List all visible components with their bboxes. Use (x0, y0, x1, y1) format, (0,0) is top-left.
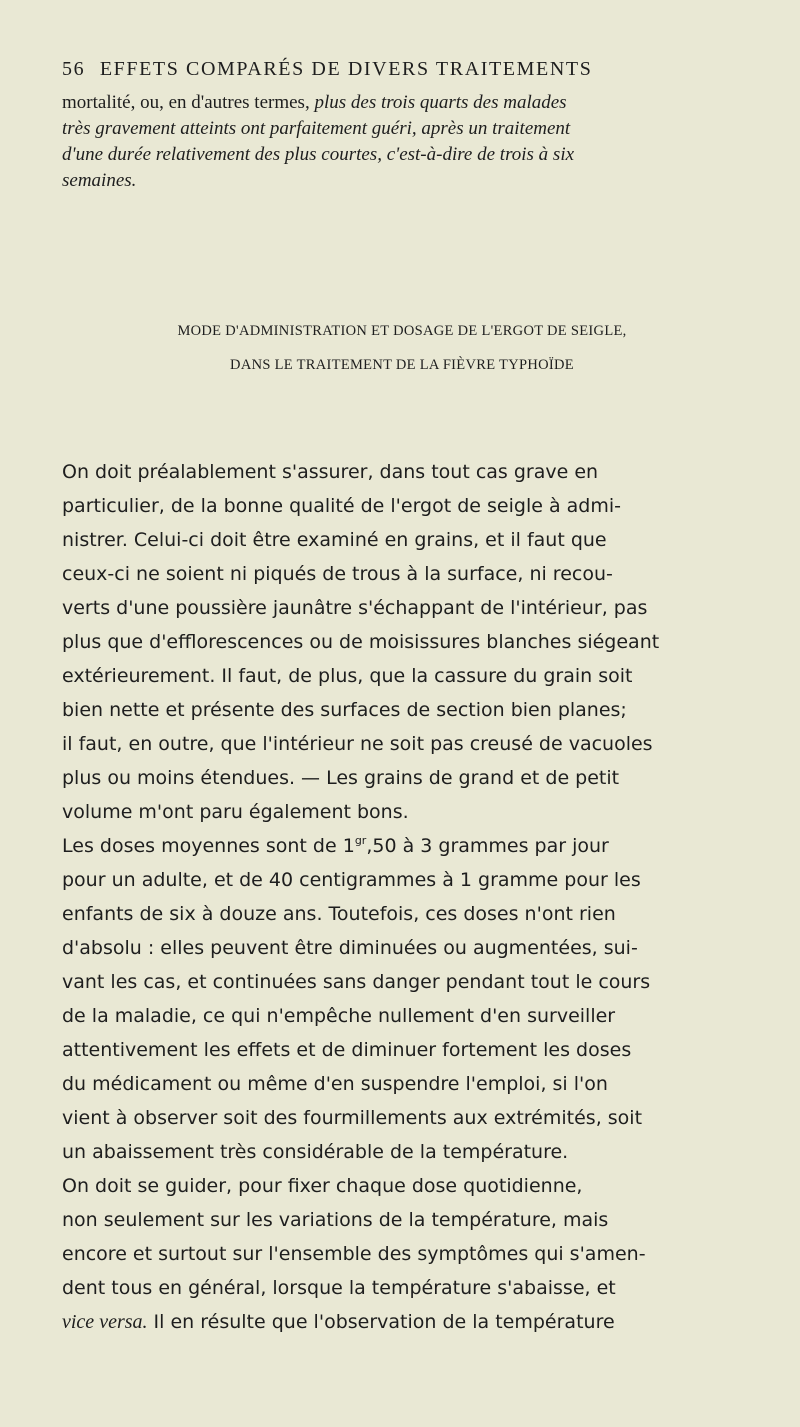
body-line: attentivement les effets et de diminuer fortement les doses (62, 1039, 632, 1061)
body-line: non seulement sur les variations de la température, mais (62, 1209, 609, 1231)
body-line: nistrer. Celui-ci doit être examiné en grains, et il faut que (62, 529, 607, 551)
body-line: bien nette et présente des surfaces de section bien planes; (62, 699, 627, 721)
body-line: d'absolu : elles peuvent être diminuées ou augmentées, sui- (62, 937, 638, 959)
intro-paragraph (62, 90, 742, 194)
running-title: EFFETS COMPARÉS DE DIVERS TRAITEMENTS (99, 58, 593, 80)
intro-line: semaines. (62, 170, 137, 191)
body-line: On doit se guider, pour fixer chaque dose quotidienne, (62, 1175, 583, 1197)
body-line: pour un adulte, et de 40 centigrammes à 1 gramme pour les (62, 869, 641, 891)
body-line: dent tous en général, lorsque la température s'abaisse, et (62, 1277, 616, 1299)
body-line: du médicament ou même d'en suspendre l'emploi, si l'on (62, 1073, 608, 1095)
intro-line: mortalité, ou, en d'autres termes, plus des trois quarts des malades (62, 92, 567, 113)
body-line: On doit préalablement s'assurer, dans tout cas grave en (62, 461, 599, 483)
body-line: plus que d'efflorescences ou de moisissures blanches siégeant (62, 631, 660, 653)
body-line: particulier, de la bonne qualité de l'ergot de seigle à admi- (62, 495, 621, 517)
body-line: enfants de six à douze ans. Toutefois, ces doses n'ont rien (62, 903, 616, 925)
section-title-line: MODE D'ADMINISTRATION ET DOSAGE DE L'ERGOT DE SEIGLE, (177, 323, 627, 339)
dose-line: Les doses moyennes sont de $1^{gr},50$ à 3 grammes par jour (62, 834, 609, 857)
body-line: il faut, en outre, que l'intérieur ne soit pas creusé de vacuoles (62, 733, 653, 755)
section-title (62, 314, 742, 382)
body-line: ceux-ci ne soient ni piqués de trous à la surface, ni recou- (62, 563, 613, 585)
body-line: vice versa. Il en résulte que l'observation de la température (62, 1311, 615, 1333)
intro-line: d'une durée relativement des plus courtes, c'est-à-dire de trois à six (62, 144, 575, 165)
body-line: vient à observer soit des fourmillements aux extrémités, soit (62, 1107, 643, 1129)
body-text (62, 455, 742, 1339)
section-title-line: DANS LE TRAITEMENT DE LA FIÈVRE TYPHOÏDE (230, 357, 574, 373)
body-line: verts d'une poussière jaunâtre s'échappant de l'intérieur, pas (62, 597, 648, 619)
body-line: encore et surtout sur l'ensemble des symptômes qui s'amen- (62, 1243, 646, 1265)
body-line: vant les cas, et continuées sans danger pendant tout le cours (62, 971, 651, 993)
body-line: plus ou moins étendues. — Les grains de grand et de petit (62, 767, 620, 789)
intro-line: très gravement atteints ont parfaitement guéri, après un traitement (62, 118, 571, 139)
body-line: extérieurement. Il faut, de plus, que la cassure du grain soit (62, 665, 633, 687)
page-number: 56 (62, 58, 86, 80)
running-head (62, 58, 742, 81)
body-line: volume m'ont paru également bons. (62, 801, 409, 823)
body-line: de la maladie, ce qui n'empêche nullement d'en surveiller (62, 1005, 616, 1027)
body-line: un abaissement très considérable de la température. (62, 1141, 569, 1163)
